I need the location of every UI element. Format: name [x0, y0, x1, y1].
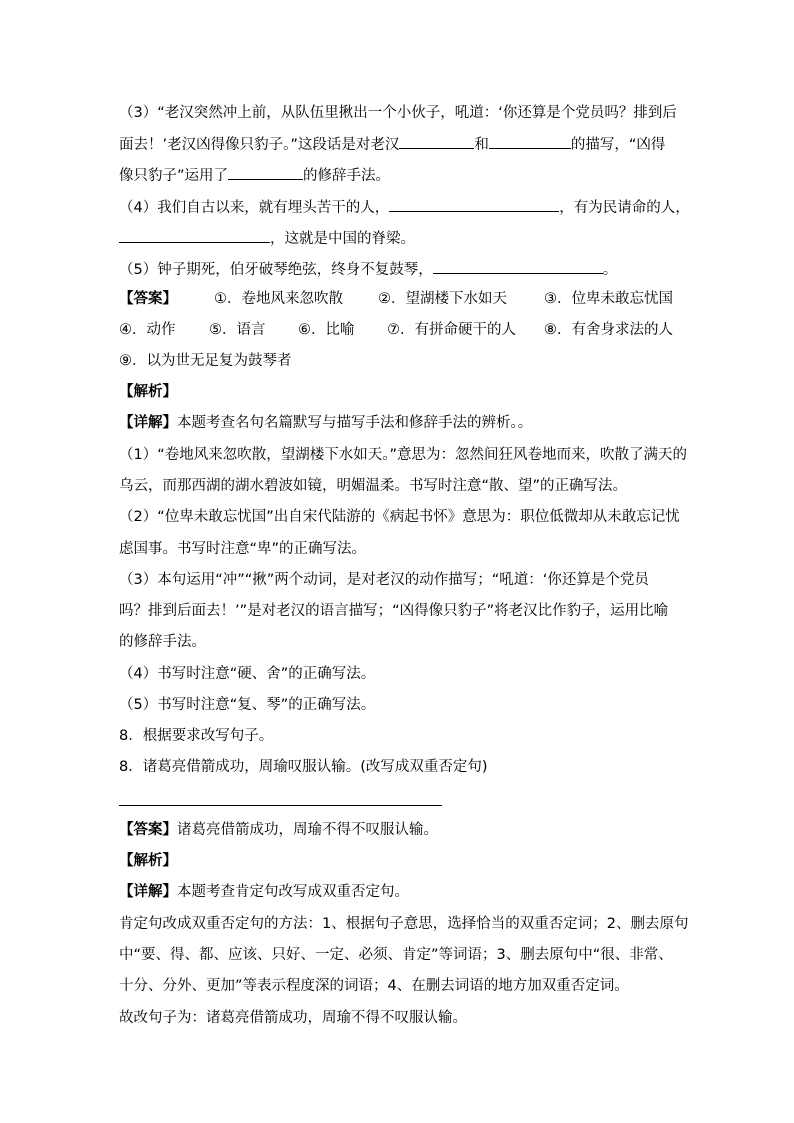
- method-line-3: 十分、分外、更加”等表示程度深的词语；4、在删去词语的地方加双重否定词。: [119, 978, 629, 994]
- answer-blank-line: [119, 805, 442, 806]
- q5-text-b: 。: [602, 262, 618, 278]
- analysis-p1-line1: （1）“卷地风来忽吹散，望湖楼下水如天。”意思为：忽然间狂风卷地而来，吹散了满天的: [119, 447, 687, 463]
- analysis-p2-line1: （2）“位卑未敢忘忧国”出自宋代陆游的《病起书怀》意思为：职位低微却从未敢忘记忧: [119, 509, 680, 525]
- q4-text-b: ，有为民请命的人，: [559, 200, 690, 216]
- q4-line-1: [119, 196, 690, 218]
- analysis-p3-line2: 吗？排到后面去！’”是对老汉的语言描写；“凶得像只豹子”将老汉比作豹子，运用比喻: [119, 603, 669, 619]
- answer-item: ⑨．以为世无足复为鼓琴者: [119, 353, 292, 369]
- answer-label: 【答案】: [119, 291, 177, 307]
- answer-item: ⑤．语言: [209, 322, 266, 338]
- q5-line-1: [119, 258, 617, 280]
- blank-q4-1: [389, 196, 559, 212]
- blank-q4-2: [119, 227, 270, 243]
- q3-line-3: [119, 164, 390, 186]
- answer-item: ⑧．有舍身求法的人: [544, 322, 673, 338]
- q5-text-a: （5）钟子期死，伯牙破琴绝弦，终身不复鼓琴，: [119, 262, 433, 278]
- q4-line-2: [119, 227, 415, 249]
- answer-item: ⑦．有拼命硬干的人: [387, 322, 516, 338]
- answer2-label: 【答案】: [119, 822, 177, 838]
- detail-label: 【详解】: [119, 415, 177, 431]
- q3-text-b: 和: [474, 137, 489, 153]
- q3-text-e: 的修辞手法。: [303, 168, 391, 184]
- q3-line-1: （3）“老汉突然冲上前，从队伍里揪出一个小伙子，吼道：‘你还算是个党员吗？排到后: [119, 105, 677, 121]
- method-line-2: 中“要、得、都、应该、只好、一定、必须、肯定”等词语；3、删去原句中“很、非常、: [119, 947, 673, 963]
- q4-text-a: （4）我们自古以来，就有埋头苦干的人，: [119, 200, 390, 216]
- method-line-1: 肯定句改成双重否定句的方法：1、根据句子意思，选择恰当的双重否定词；2、删去原句: [119, 916, 689, 932]
- analysis-p5: （5）书写时注意“复、琴”的正确写法。: [119, 697, 376, 713]
- q3-text-d: 像只豹子”运用了: [119, 168, 229, 184]
- analysis-p2-line2: 虑国事。书写时注意“卑”的正确写法。: [119, 541, 367, 557]
- answer-item: ②．望湖楼下水如天: [378, 291, 507, 307]
- blank-description-2: [489, 133, 571, 149]
- q8-prompt: 8．诸葛亮借箭成功，周瑜叹服认输。(改写成双重否定句): [119, 759, 488, 775]
- answer-item: ①．卷地风来忽吹散: [214, 291, 343, 307]
- answer-item: ③．位卑未敢忘忧国: [544, 291, 673, 307]
- detail-text: 本题考查名句名篇默写与描写手法和修辞手法的辨析。。: [177, 415, 533, 431]
- detail2-label: 【详解】: [119, 884, 177, 900]
- answer2-text: 诸葛亮借箭成功，周瑜不得不叹服认输。: [177, 822, 438, 838]
- analysis-label: 【解析】: [119, 384, 177, 400]
- analysis-p3-line3: 的修辞手法。: [119, 634, 206, 650]
- blank-description-1: [399, 133, 474, 149]
- q8-heading: 8．根据要求改写句子。: [119, 728, 274, 744]
- analysis-p3-line1: （3）本句运用“冲”“揪”两个动词，是对老汉的动作描写；“吼道：‘你还算是个党员: [119, 572, 649, 588]
- q3-line-2: [119, 133, 665, 155]
- blank-q5: [433, 258, 603, 274]
- answer2-line: [119, 820, 438, 840]
- blank-rhetoric: [228, 164, 303, 180]
- analysis-p4: （4）书写时注意“硬、舍”的正确写法。: [119, 666, 376, 682]
- answer-item: ⑥．比喻: [298, 322, 355, 338]
- detail2-line: [119, 882, 409, 902]
- detail2-text: 本题考查肯定句改写成双重否定句。: [177, 884, 409, 900]
- q3-text-a: 面去！’老汉凶得像只豹子。”这段话是对老汉: [119, 137, 400, 153]
- conclusion-line: 故改句子为：诸葛亮借箭成功，周瑜不得不叹服认输。: [119, 1010, 467, 1026]
- answer-item: ④．动作: [119, 322, 176, 338]
- q4-text-c: ，这就是中国的脊梁。: [270, 231, 415, 247]
- analysis-p1-line2: 乌云，而那西湖的湖水碧波如镜，明媚温柔。书写时注意“散、望”的正确写法。: [119, 478, 628, 494]
- detail-line: [119, 413, 532, 433]
- q3-text-c: 的描写，“凶得: [570, 137, 666, 153]
- analysis2-label: 【解析】: [119, 853, 177, 869]
